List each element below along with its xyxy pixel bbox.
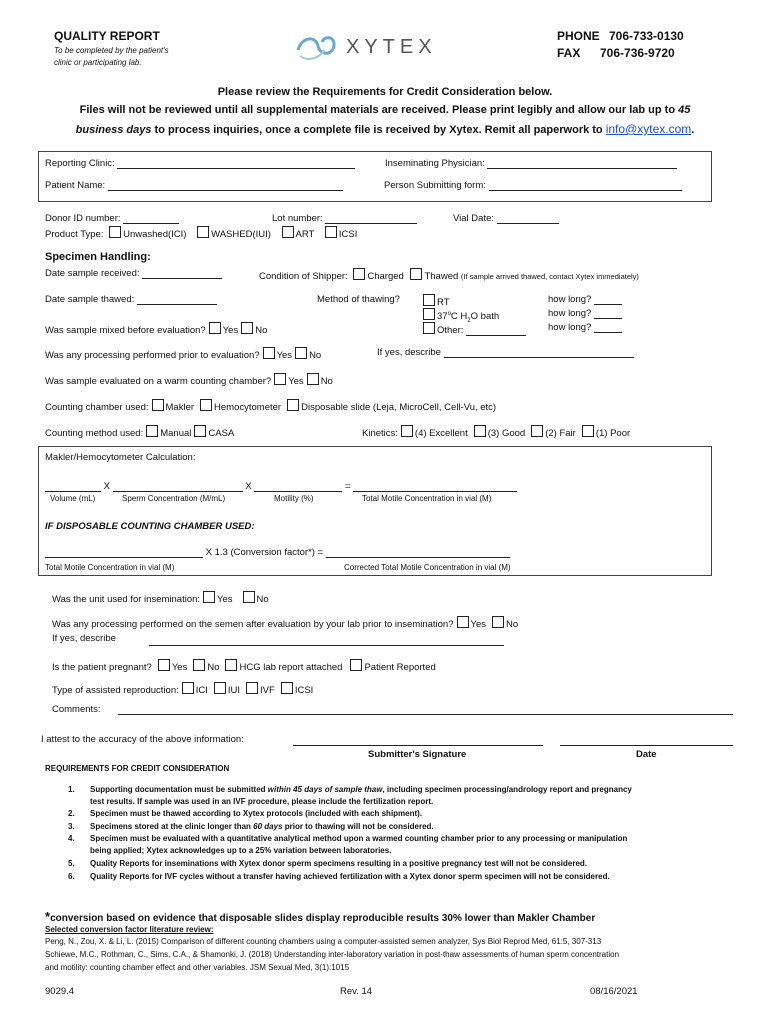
kinetics-label: Kinetics:: [362, 428, 398, 439]
tmc2-line[interactable]: [45, 547, 203, 558]
revision-date: 08/16/2021: [590, 986, 638, 997]
req-3-a: Specimens stored at the clinic longer than: [90, 822, 254, 831]
date-caption: Date: [636, 749, 657, 760]
req-6-text: Quality Reports for IVF cycles without a transfer having achieved fertilization with a Xytex donor sperm specimen will not be considered.: [90, 872, 610, 881]
processing-row: [45, 347, 321, 361]
req-1-c: , including specimen processing/andrology report and pregnancy: [382, 785, 632, 794]
counting-method-row: [45, 425, 234, 439]
calc-heading: Makler/Hemocytometer Calculation:: [45, 452, 196, 463]
processing-describe-line[interactable]: [444, 347, 634, 358]
bath-degree: o: [447, 310, 451, 317]
intro-line3: [0, 122, 770, 136]
counting-method-label: Counting method used:: [45, 428, 144, 439]
after-eval-row: [52, 616, 518, 630]
vial-date-label: Vial Date:: [453, 213, 495, 224]
art-icsi-checkbox[interactable]: [281, 682, 293, 694]
req-3-b: 60 days: [253, 822, 283, 831]
art-icsi-label: ICSI: [294, 685, 314, 696]
processing-no-label: No: [309, 350, 322, 361]
calc-row2: [45, 547, 510, 558]
tmc2-caption: Total Motile Concentration in vial (M): [45, 563, 175, 572]
chamber-used-label: Counting chamber used:: [45, 402, 149, 413]
how-long-other-line[interactable]: [594, 322, 622, 333]
patient-reported-checkbox[interactable]: [350, 659, 362, 671]
pregnant-yes-checkbox[interactable]: [158, 659, 170, 671]
processing-yes-checkbox[interactable]: [263, 347, 275, 359]
patient-name-label: Patient Name:: [45, 180, 106, 191]
makler-checkbox[interactable]: [152, 399, 164, 411]
intro-days: 45: [678, 104, 691, 116]
patient-reported-label: Patient Reported: [364, 662, 436, 673]
washed-checkbox[interactable]: [197, 226, 209, 238]
inseminating-physician-label: Inseminating Physician:: [385, 158, 485, 169]
intro-period: .: [691, 124, 695, 136]
reporting-clinic-field[interactable]: [45, 158, 355, 169]
pregnant-no-checkbox[interactable]: [193, 659, 205, 671]
corrected-caption: Corrected Total Motile Concentration in vial (M): [344, 563, 511, 572]
comments-label: Comments:: [52, 704, 101, 715]
donor-id-label: Donor ID number:: [45, 213, 121, 224]
mixed-yes-label: Yes: [222, 325, 239, 336]
date-thawed-line[interactable]: [137, 294, 217, 305]
date-received-label: Date sample received:: [45, 268, 140, 279]
reference-2a: Schiewe, M.C., Rothman, C., Sims, C.A., & Shamonki, J. (2018) Understanding inter-laboratory variation in post-thaw assessments of human sperm concentration: [45, 950, 620, 959]
hemocytometer-label: Hemocytometer: [214, 402, 282, 413]
warm-no-label: No: [320, 376, 333, 387]
logo-wordmark: XYTEX: [346, 36, 437, 58]
date-thawed-label: Date sample thawed:: [45, 294, 135, 305]
casa-label: CASA: [208, 428, 235, 439]
washed-label: WASHED(IUI): [211, 229, 271, 240]
after-eval-describe-line[interactable]: [149, 637, 504, 646]
chamber-used-row: [45, 399, 496, 413]
after-eval-describe-label: If yes, describe: [52, 633, 116, 644]
date-line[interactable]: [560, 737, 733, 746]
after-eval-yes-label: Yes: [470, 619, 487, 630]
pregnant-yes-label: Yes: [171, 662, 188, 673]
form-title: QUALITY REPORT: [54, 29, 160, 43]
mixed-row: [45, 322, 267, 336]
fax-number: 706-736-9720: [600, 46, 675, 60]
kinetics-4-checkbox[interactable]: [401, 425, 413, 437]
art-iui-checkbox[interactable]: [214, 682, 226, 694]
unwashed-checkbox[interactable]: [109, 226, 121, 238]
mixed-no-label: No: [255, 325, 268, 336]
manual-checkbox[interactable]: [146, 425, 158, 437]
after-eval-yes-checkbox[interactable]: [457, 616, 469, 628]
rt-label: RT: [437, 297, 450, 308]
signature-line[interactable]: [293, 737, 543, 746]
vial-date-field[interactable]: [453, 213, 559, 224]
bath-unit: C H: [450, 311, 468, 322]
pregnant-question: Is the patient pregnant?: [52, 662, 152, 673]
processing-describe-label: If yes, describe: [377, 347, 441, 358]
bath-temp: 37: [437, 311, 448, 322]
product-type-row: [45, 226, 357, 240]
processing-question: Was any processing performed prior to evaluation?: [45, 350, 260, 361]
unit-no-label: No: [256, 594, 269, 605]
kinetics-2-label: (2) Fair: [545, 428, 576, 439]
how-long-other-label: how long?: [548, 322, 592, 333]
how-long-other[interactable]: [548, 322, 622, 333]
req-2-num: 2.: [68, 809, 75, 818]
req-1-text: [90, 785, 632, 794]
req-5-text: Quality Reports for inseminations with Xytex donor sperm specimens resulting in a positive pregnancy test will not be considered.: [90, 859, 587, 868]
hemocytometer-checkbox[interactable]: [200, 399, 212, 411]
rt-checkbox[interactable]: [423, 294, 435, 306]
req-6-num: 6.: [68, 872, 75, 881]
after-eval-question: Was any processing performed on the semen after evaluation by your lab prior to insemination?: [52, 619, 454, 630]
form-number: 9029.4: [45, 986, 75, 997]
req-3-text: [90, 822, 434, 831]
unit-no-checkbox[interactable]: [243, 591, 255, 603]
processing-no-checkbox[interactable]: [295, 347, 307, 359]
xytex-logo: [294, 28, 462, 73]
art-iui-label: IUI: [227, 685, 241, 696]
req-1-a: Supporting documentation must be submitted: [90, 785, 268, 794]
thaw-other-option: [420, 322, 526, 336]
unit-yes-label: Yes: [217, 594, 233, 605]
unit-used-question: Was the unit used for insemination:: [52, 594, 201, 605]
date-thawed-field[interactable]: [45, 294, 217, 305]
tmc-caption: Total Motile Concentration in vial (M): [362, 494, 492, 503]
form-subtitle-line1: To be completed by the patient's: [54, 46, 169, 55]
how-long-bath-label: how long?: [548, 308, 592, 319]
mixed-question: Was sample mixed before evaluation?: [45, 325, 206, 336]
how-long-rt-label: how long?: [548, 294, 592, 305]
reporting-clinic-line[interactable]: [117, 158, 355, 169]
date-received-line[interactable]: [142, 268, 222, 279]
donor-id-field[interactable]: [45, 213, 179, 224]
mixed-yes-checkbox[interactable]: [209, 322, 221, 334]
thawed-label: Thawed: [424, 271, 459, 282]
volume-caption: Volume (mL): [50, 494, 96, 503]
intro-line2-text: Files will not be reviewed until all supplemental materials are received. Please print legibly and allow our lab up to: [79, 104, 679, 116]
after-eval-no-label: No: [506, 619, 519, 630]
art-checkbox[interactable]: [282, 226, 294, 238]
hcg-label: HCG lab report attached: [239, 662, 343, 673]
art-label: ART: [295, 229, 315, 240]
kinetics-1-label: (1) Poor: [595, 428, 631, 439]
art-ivf-checkbox[interactable]: [246, 682, 258, 694]
phone-label: PHONE: [557, 29, 600, 43]
other-line[interactable]: [466, 325, 526, 336]
req-1-d: test results. If sample was used in an IVF procedure, please include the fertilization report.: [90, 797, 434, 806]
manual-label: Manual: [160, 428, 192, 439]
kinetics-3-checkbox[interactable]: [474, 425, 486, 437]
reference-2b: and motility: counting chamber effect and other variables. JSM Sexual Med, 3(1):1015: [45, 963, 350, 972]
calc-x2: X: [245, 481, 252, 492]
bath-label: O bath: [470, 311, 500, 322]
inseminating-physician-line[interactable]: [487, 158, 677, 169]
warm-no-checkbox[interactable]: [307, 373, 319, 385]
bath-checkbox[interactable]: [423, 308, 435, 320]
patient-name-field[interactable]: [45, 180, 343, 191]
disposable-checkbox[interactable]: [287, 399, 299, 411]
thaw-rt-option: [420, 294, 450, 308]
processing-describe-field[interactable]: [377, 347, 634, 358]
how-long-rt[interactable]: [548, 294, 622, 305]
req-3-c: prior to thawing will not be considered.: [282, 822, 434, 831]
art-ici-checkbox[interactable]: [182, 682, 194, 694]
bath-subscript: 2: [467, 317, 471, 324]
req-4-text: Specimen must be evaluated with a quantitative analytical method upon a warmed counting chamber prior to any processing or manipulation: [90, 834, 628, 843]
asterisk: *: [45, 909, 51, 924]
art-ivf-label: IVF: [260, 685, 275, 696]
intro-line3-text: to process inquiries, once a complete file is received by Xytex. Remit all paperwork to: [151, 124, 606, 136]
product-type-label: Product Type:: [45, 229, 104, 240]
person-submitting-line[interactable]: [489, 180, 682, 191]
warm-yes-checkbox[interactable]: [274, 373, 286, 385]
comments-line[interactable]: [118, 706, 733, 715]
lot-number-field[interactable]: [272, 213, 417, 224]
processing-yes-label: Yes: [276, 350, 293, 361]
thawed-checkbox[interactable]: [410, 268, 422, 280]
condition-shipper-row: [259, 268, 639, 282]
person-submitting-field[interactable]: [384, 180, 682, 191]
charged-label: Charged: [367, 271, 404, 282]
patient-name-line[interactable]: [108, 180, 343, 191]
literature-heading: Selected conversion factor literature review:: [45, 925, 214, 934]
calc-x1: X: [103, 481, 110, 492]
disposable-heading: IF DISPOSABLE COUNTING CHAMBER USED:: [45, 521, 255, 532]
fax-label: FAX: [557, 46, 581, 60]
req-2-text: Specimen must be thawed according to Xytex protocols (included with each shipment).: [90, 809, 423, 818]
condition-shipper-label: Condition of Shipper:: [259, 271, 348, 282]
conversion-factor-label: X 1.3 (Conversion factor*) =: [205, 547, 324, 558]
tmc-line[interactable]: [353, 481, 517, 492]
warm-chamber-row: [45, 373, 333, 387]
specimen-heading: Specimen Handling:: [45, 251, 151, 263]
reporting-clinic-label: Reporting Clinic:: [45, 158, 115, 169]
unwashed-label: Unwashed(ICI): [123, 229, 187, 240]
how-long-rt-line[interactable]: [594, 294, 622, 305]
unit-yes-checkbox[interactable]: [203, 591, 215, 603]
kinetics-row: [362, 425, 630, 439]
calc-row1: [45, 481, 517, 492]
motility-line[interactable]: [254, 481, 342, 492]
intro-business-days: business days: [75, 124, 152, 136]
pregnant-row: [52, 659, 436, 673]
phone-number: 706-733-0130: [609, 29, 684, 43]
motility-caption: Motility (%): [274, 494, 314, 503]
other-checkbox[interactable]: [423, 322, 435, 334]
disposable-label: Disposable slide (Leja, MicroCell, Cell-Vu, etc): [301, 402, 497, 413]
corrected-tmc-line[interactable]: [326, 547, 510, 558]
reference-1: Peng, N., Zou, X. & Li, L. (2015) Comparison of different counting chambers using a computer-assisted semen analyzer, Sys Biol Reprod Med, 61:5, 307-313: [45, 937, 602, 946]
art-type-row: [52, 682, 313, 696]
how-long-bath[interactable]: [548, 308, 622, 319]
after-eval-no-checkbox[interactable]: [492, 616, 504, 628]
req-1-num: 1.: [68, 785, 75, 794]
attest-statement: I attest to the accuracy of the above information:: [41, 734, 244, 745]
makler-label: Makler: [165, 402, 195, 413]
req-4-d: being applied; Xytex acknowledges up to a 25% variation between laboratories.: [90, 846, 392, 855]
intro-line1: Please review the Requirements for Credit Consideration below.: [217, 86, 553, 98]
icsi-label: ICSI: [338, 229, 358, 240]
pregnant-no-label: No: [207, 662, 220, 673]
person-submitting-label: Person Submitting form:: [384, 180, 486, 191]
kinetics-3-label: (3) Good: [487, 428, 526, 439]
requirements-heading: REQUIREMENTS FOR CREDIT CONSIDERATION: [45, 764, 230, 773]
conversion-note: [45, 909, 595, 924]
req-4-num: 4.: [68, 834, 75, 843]
method-thawing-label: Method of thawing?: [317, 294, 400, 305]
lot-number-line[interactable]: [325, 213, 417, 224]
other-label: Other:: [437, 325, 464, 336]
revision: Rev. 14: [340, 986, 373, 997]
concentration-line[interactable]: [113, 481, 243, 492]
req-5-num: 5.: [68, 859, 75, 868]
req-3-num: 3.: [68, 822, 75, 831]
signature-caption: Submitter's Signature: [368, 749, 467, 760]
art-type-label: Type of assisted reproduction:: [52, 685, 179, 696]
inseminating-physician-field[interactable]: [385, 158, 677, 169]
conversion-note-text: conversion based on evidence that disposable slides display reproducible results 30% lower than Makler Chamber: [50, 913, 596, 924]
casa-checkbox[interactable]: [194, 425, 206, 437]
hcg-checkbox[interactable]: [225, 659, 237, 671]
vial-date-line[interactable]: [497, 213, 559, 224]
form-subtitle-line2: clinic or participating lab.: [54, 58, 142, 67]
req-1-b: within 45 days of sample thaw: [267, 785, 383, 794]
kinetics-1-checkbox[interactable]: [582, 425, 594, 437]
kinetics-4-label: (4) Excellent: [414, 428, 468, 439]
unit-used-row: [52, 591, 269, 605]
mixed-no-checkbox[interactable]: [241, 322, 253, 334]
intro-line2: [0, 104, 770, 116]
icsi-checkbox[interactable]: [325, 226, 337, 238]
concentration-caption: Sperm Concentration (M/mL): [122, 494, 226, 503]
how-long-bath-line[interactable]: [594, 308, 622, 319]
warm-yes-label: Yes: [288, 376, 304, 387]
art-ici-label: ICI: [195, 685, 208, 696]
calc-eq1: =: [344, 481, 351, 492]
kinetics-2-checkbox[interactable]: [531, 425, 543, 437]
donor-id-line[interactable]: [123, 213, 179, 224]
date-received-field[interactable]: [45, 268, 222, 279]
lot-number-label: Lot number:: [272, 213, 323, 224]
email-link[interactable]: info@xytex.com: [605, 122, 692, 136]
thawed-note: (If sample arrived thawed, contact Xytex immediately): [460, 272, 639, 281]
charged-checkbox[interactable]: [353, 268, 365, 280]
warm-chamber-question: Was sample evaluated on a warm counting chamber?: [45, 376, 272, 387]
volume-line[interactable]: [45, 481, 101, 492]
